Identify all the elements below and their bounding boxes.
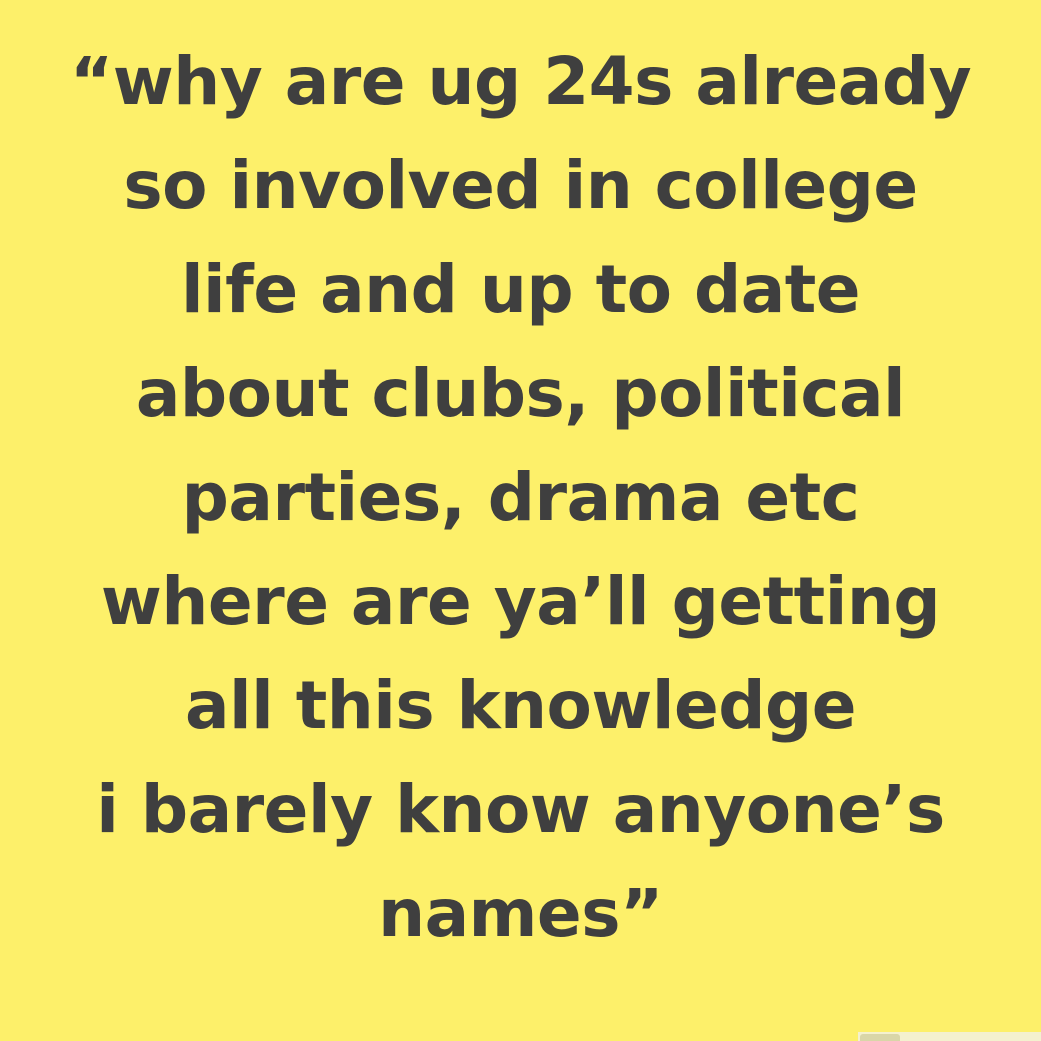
quote-line-1: “why are ug 24s already <box>69 43 972 120</box>
quote-text <box>0 30 1041 966</box>
quote-line-6: where are ya’ll getting <box>100 563 941 640</box>
quote-line-5: parties, drama etc <box>181 459 860 536</box>
quote-line-9: names” <box>378 875 663 952</box>
quote-line-7: all this knowledge <box>184 667 856 744</box>
quote-line-4: about clubs, political <box>135 355 906 432</box>
bottom-right-edge-chip <box>860 1034 900 1041</box>
quote-line-8: i barely know anyone’s <box>96 771 945 848</box>
quote-line-3: life and up to date <box>180 251 861 328</box>
quote-line-2: so involved in college <box>123 147 918 224</box>
